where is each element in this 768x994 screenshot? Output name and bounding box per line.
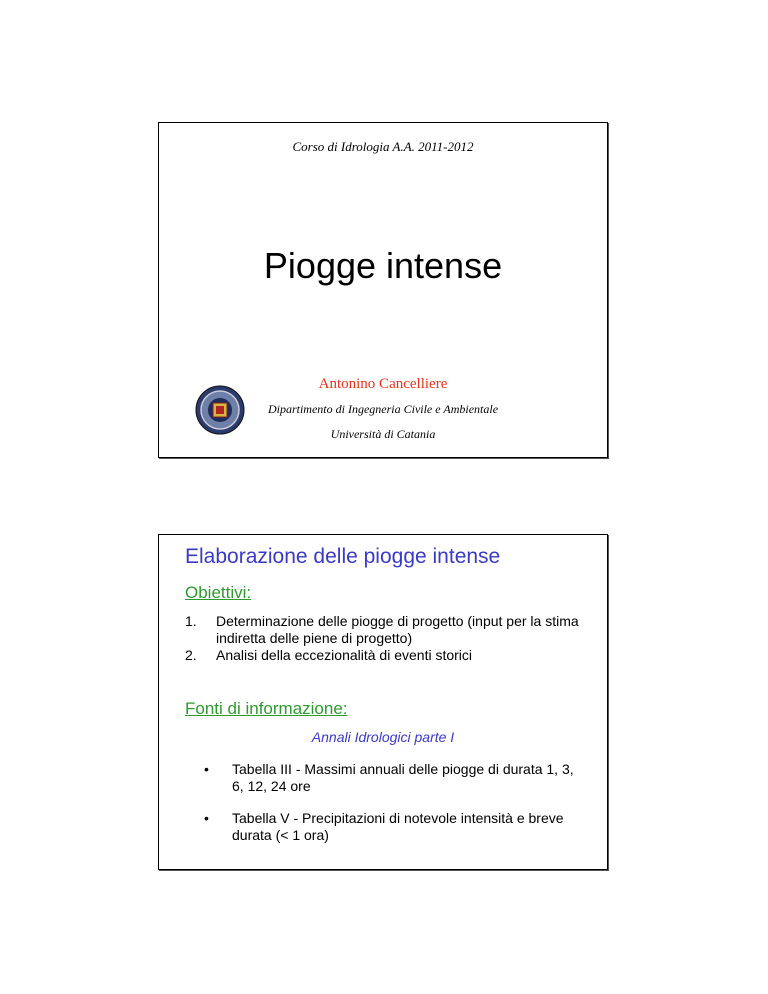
- list-item: [204, 810, 587, 844]
- title-slide: [158, 122, 608, 458]
- list-number: 1.: [185, 613, 197, 629]
- list-item: [185, 613, 587, 647]
- list-text: Tabella V - Precipitazioni di notevole intensità e breve durata (< 1 ora): [232, 810, 564, 843]
- list-text: Tabella III - Massimi annuali delle piogge di durata 1, 3, 6, 12, 24 ore: [232, 761, 574, 794]
- objectives-list: [185, 613, 587, 664]
- university-seal-icon: [195, 385, 245, 435]
- content-slide: [158, 534, 608, 870]
- sources-list: [204, 761, 587, 859]
- objectives-heading: Obiettivi:: [185, 583, 252, 602]
- list-number: 2.: [185, 647, 197, 663]
- course-label: Corso di Idrologia A.A. 2011-2012: [292, 139, 474, 154]
- list-item: [185, 647, 587, 664]
- presentation-title: Piogge intense: [263, 245, 503, 286]
- slide-title: Elaborazione delle piogge intense: [185, 545, 501, 568]
- author-name: Antonino Cancelliere: [318, 376, 448, 392]
- list-item: [204, 761, 587, 795]
- sources-heading: Fonti di informazione:: [185, 699, 348, 718]
- bullet-icon: •: [204, 810, 209, 826]
- list-text: Determinazione delle piogge di progetto (input per la stima indiretta delle piene di progetto): [216, 613, 579, 646]
- department-name: Dipartimento di Ingegneria Civile e Ambientale: [267, 402, 499, 416]
- university-name: Università di Catania: [330, 427, 436, 441]
- list-text: Analisi della eccezionalità di eventi storici: [216, 647, 473, 663]
- bullet-icon: •: [204, 761, 209, 777]
- annali-subtitle: Annali Idrologici parte I: [311, 729, 455, 745]
